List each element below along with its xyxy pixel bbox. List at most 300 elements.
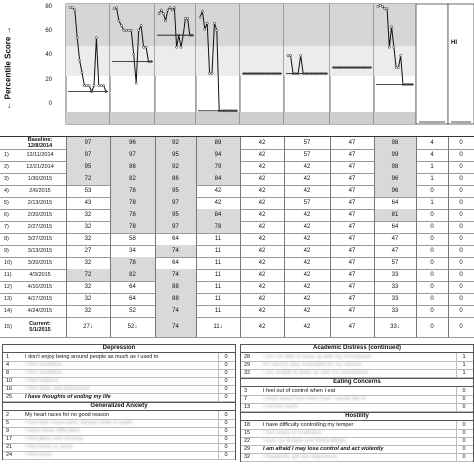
score-cell: 92 (155, 137, 196, 149)
data-point (71, 7, 73, 9)
column-divider (240, 257, 241, 269)
item-value: 0 (456, 445, 471, 453)
column-divider (330, 293, 331, 305)
anxiety-box (2, 402, 236, 460)
score-cell: 33 (391, 296, 399, 302)
column-divider (330, 209, 331, 221)
item-value: 0 (218, 419, 233, 427)
score-cell: 0 (430, 224, 434, 230)
row-date: 2/6/2015 (29, 188, 51, 194)
item-value: 0 (218, 451, 233, 459)
column-divider (110, 173, 111, 185)
item-row (241, 453, 473, 462)
column-divider (155, 221, 156, 233)
item-text: I feel helpless (25, 378, 59, 384)
score-cell: 42 (258, 224, 266, 230)
data-point (138, 29, 140, 31)
column-divider (110, 305, 111, 317)
score-cell: 47 (348, 140, 356, 146)
column-divider (330, 257, 331, 269)
column-divider (330, 305, 331, 317)
item-text: I am unable to keep up with my schoolwork (263, 370, 369, 376)
column-divider (240, 161, 241, 173)
column-divider (330, 281, 331, 293)
data-point (98, 85, 100, 87)
score-cell: 0 (459, 212, 463, 218)
column-divider (448, 161, 449, 173)
score-cell: 11↓ (213, 324, 223, 330)
column-divider (374, 197, 375, 209)
section-header: Depression (3, 345, 235, 353)
item-number: 9 (6, 428, 10, 434)
score-cell: 95 (155, 149, 196, 161)
row-label (4, 197, 62, 209)
mid-band (155, 46, 196, 76)
data-point (176, 46, 178, 48)
column-divider (416, 221, 417, 233)
score-cell: 98 (374, 137, 416, 149)
score-cell: 0 (459, 176, 463, 182)
column-divider (240, 281, 241, 293)
column-divider (196, 137, 197, 149)
column-divider (284, 161, 285, 173)
column-divider (330, 233, 331, 245)
score-cell: 64 (172, 260, 179, 266)
column-divider (155, 257, 156, 269)
score-cell: 92 (155, 161, 196, 173)
score-cell: 0 (430, 188, 434, 194)
score-cell: 0 (459, 308, 463, 314)
row-label (4, 257, 62, 269)
score-cell: 0 (459, 164, 463, 170)
low-band (374, 112, 416, 124)
row-number: 5) (4, 200, 9, 206)
score-cell: 0 (459, 224, 463, 230)
score-cell: 86 (110, 161, 155, 173)
column-divider (155, 149, 156, 161)
item-text: I frequently get into arguments (263, 454, 338, 460)
column-divider (66, 269, 67, 281)
column-divider (416, 233, 417, 245)
data-point (83, 85, 85, 87)
column-divider (448, 317, 449, 337)
score-cell: 0 (430, 236, 434, 242)
column-divider (448, 137, 449, 149)
item-number: 15 (244, 430, 251, 436)
item-value: 0 (218, 377, 233, 385)
item-value: 0 (456, 437, 471, 445)
score-cell: 97 (155, 197, 196, 209)
score-cell: 0 (459, 140, 463, 146)
item-number: 21 (6, 444, 13, 450)
hi-label: HI (451, 40, 457, 46)
data-point (165, 20, 167, 22)
score-cell: 42 (258, 176, 266, 182)
column-divider (284, 293, 285, 305)
score-cell: 57 (303, 152, 311, 158)
data-point (128, 29, 130, 31)
row-number: 11) (4, 272, 12, 278)
score-cell: 64 (391, 200, 399, 206)
item-number: 28 (244, 354, 251, 360)
column-divider (448, 245, 449, 257)
column-divider (374, 149, 375, 161)
score-cell: 11 (214, 272, 222, 278)
item-value: 0 (218, 427, 233, 435)
item-number: 18 (244, 422, 251, 428)
item-number: 3 (244, 388, 248, 394)
row-label (4, 281, 62, 293)
score-cell: 47 (348, 284, 356, 290)
column-divider (448, 233, 449, 245)
score-cell: 72 (66, 173, 110, 185)
score-cell: 42 (258, 152, 266, 158)
data-point (393, 46, 395, 48)
column-divider (416, 269, 417, 281)
item-text: I feel out of control when I eat (263, 388, 336, 394)
column-divider (196, 161, 197, 173)
column-divider (416, 209, 417, 221)
row-number: 1) (4, 152, 9, 158)
row-number: 14) (4, 308, 12, 314)
score-cell: 0 (430, 260, 434, 266)
row-label (4, 161, 62, 173)
score-cell: 32 (84, 308, 92, 314)
column-divider (448, 269, 449, 281)
score-cell: 57 (303, 200, 311, 206)
data-point (143, 46, 145, 48)
score-cell: 52 (129, 308, 136, 314)
column-divider (416, 161, 417, 173)
score-cell: 78 (110, 197, 155, 209)
data-point (100, 85, 102, 87)
column-divider (448, 173, 449, 185)
academic-distress-box (240, 344, 474, 378)
item-row (241, 403, 473, 412)
column-divider (240, 209, 241, 221)
score-cell: 42 (258, 248, 266, 254)
score-cell: 78 (110, 257, 155, 269)
score-cell: 32 (84, 224, 92, 230)
item-value: 0 (218, 353, 233, 361)
item-text: My heart races for no good reason (25, 412, 110, 418)
score-cell: 84 (196, 173, 240, 185)
item-text: I have sleep difficulties (25, 428, 81, 434)
table-row (0, 317, 474, 338)
column-divider (374, 161, 375, 173)
column-divider (66, 305, 67, 317)
column-divider (284, 221, 285, 233)
data-point (162, 12, 164, 14)
item-text: I feel jittery and nervous (25, 436, 84, 442)
column-divider (155, 317, 156, 337)
score-cell: 0 (430, 284, 434, 290)
item-text: I feel that I have panic attacks while in public (25, 420, 134, 426)
score-cell: 97 (110, 149, 155, 161)
score-cell: 42 (258, 272, 266, 278)
score-cell: 74 (155, 245, 196, 257)
item-number: 25 (6, 394, 13, 400)
row-number: 4) (4, 188, 9, 194)
column-divider (240, 221, 241, 233)
score-cell: 42 (258, 284, 266, 290)
score-cell: 47 (348, 200, 356, 206)
score-cell: 95 (155, 209, 196, 221)
item-value: 0 (218, 443, 233, 451)
item-text: It's hard to stay motivated for my classes (263, 362, 363, 368)
data-point (199, 16, 201, 18)
row-date: 2/20/2015 (27, 212, 53, 218)
row-label (4, 137, 62, 149)
score-cell: 78 (110, 185, 155, 197)
row-date: 3/20/2015 (27, 260, 53, 266)
row-date: 4/10/2015 (27, 284, 53, 290)
item-text: I feel worthless (25, 362, 62, 368)
score-cell: 53 (84, 188, 92, 194)
column-divider (416, 257, 417, 269)
column-divider (284, 317, 285, 337)
score-cell: 99 (374, 149, 416, 161)
column-divider (330, 173, 331, 185)
row-number: 15) (4, 324, 12, 330)
data-point (384, 8, 386, 10)
column-divider (448, 209, 449, 221)
column-divider (284, 305, 285, 317)
column-divider (374, 281, 375, 293)
percentile-chart (0, 0, 474, 136)
item-number: 13 (244, 404, 251, 410)
row-date: Baseline: 12/8/2014 (27, 137, 53, 149)
item-number: 29 (244, 362, 251, 368)
item-text: I feel tense (25, 452, 52, 458)
score-cell: 0 (459, 188, 463, 194)
data-point (158, 12, 160, 14)
score-cell: 88 (155, 281, 196, 293)
data-point (386, 8, 388, 10)
column-divider (284, 281, 285, 293)
data-point (115, 7, 117, 9)
score-cell: 42 (258, 308, 266, 314)
score-cell: 0 (459, 248, 463, 254)
score-cell: 47 (348, 164, 356, 170)
row-date: 12/11/2014 (26, 152, 54, 158)
data-point (395, 67, 397, 69)
item-value: 1 (456, 369, 471, 377)
item-text: I think about food more than I would like to (263, 396, 367, 402)
item-number: 7 (244, 396, 248, 402)
row-number: 9) (4, 248, 9, 254)
column-divider (110, 161, 111, 173)
column-divider (66, 317, 67, 337)
column-divider (240, 233, 241, 245)
score-cell: 47 (391, 236, 399, 242)
score-cell: 96 (110, 137, 155, 149)
data-point (211, 73, 213, 75)
data-point (381, 5, 383, 7)
item-value: 0 (218, 435, 233, 443)
score-cell: 32 (84, 296, 92, 302)
score-cell: 0 (459, 200, 463, 206)
score-cell: 4 (430, 140, 434, 146)
column-divider (448, 221, 449, 233)
row-number: 12) (4, 284, 12, 290)
score-cell: 95 (155, 185, 196, 197)
score-cell: 42 (258, 140, 266, 146)
data-point (300, 55, 302, 57)
row-label (4, 233, 62, 245)
column-divider (66, 293, 67, 305)
column-divider (374, 257, 375, 269)
column-divider (416, 173, 417, 185)
column-divider (416, 317, 417, 337)
row-date: 4/3/2015 (29, 272, 51, 278)
column-divider (240, 185, 241, 197)
column-divider (196, 197, 197, 209)
item-value: 0 (218, 369, 233, 377)
row-date: 1/30/2015 (27, 176, 53, 182)
data-point (130, 29, 132, 31)
item-text: I have thoughts of ending my life (25, 394, 111, 400)
column-divider (284, 269, 285, 281)
column-divider (110, 209, 111, 221)
mid-band (66, 46, 110, 76)
score-cell: 32 (84, 260, 92, 266)
column-divider (330, 149, 331, 161)
score-cell: 42 (258, 188, 266, 194)
row-date: 4/17/2015 (27, 296, 53, 302)
data-point (391, 26, 393, 28)
data-point (140, 25, 142, 27)
high-band (66, 4, 110, 46)
score-cell: 42 (258, 324, 266, 330)
score-cell: 98 (374, 161, 416, 173)
score-cell: 42 (303, 188, 311, 194)
data-point (201, 10, 203, 12)
column-divider (196, 269, 197, 281)
data-point (125, 29, 127, 31)
column-frame (448, 4, 474, 124)
score-cell: 42 (303, 324, 311, 330)
score-cell: 11 (214, 248, 222, 254)
column-divider (284, 245, 285, 257)
score-cell: 0 (430, 296, 434, 302)
data-point (103, 85, 105, 87)
y-tick: 0 (48, 101, 52, 107)
item-number: 17 (6, 436, 13, 442)
data-point (120, 25, 122, 27)
column-divider (196, 293, 197, 305)
row-date: 2/27/2015 (27, 224, 53, 230)
column-divider (416, 281, 417, 293)
score-cell: 0 (430, 272, 434, 278)
data-point (81, 71, 83, 73)
score-cell: 47 (348, 212, 356, 218)
item-responses (0, 344, 474, 474)
score-cell: 79 (196, 161, 240, 173)
data-point (287, 55, 289, 57)
column-divider (374, 185, 375, 197)
score-cell: 42 (214, 200, 222, 206)
column-divider (416, 185, 417, 197)
column-divider (284, 233, 285, 245)
item-text: I feel angry or frustrated (263, 430, 322, 436)
section-header: Hostility (241, 413, 473, 421)
section-header: Eating Concerns (241, 379, 473, 387)
score-cell: 82 (110, 269, 155, 281)
data-point (74, 9, 76, 11)
score-cell: 58 (129, 236, 136, 242)
score-cell: 11 (214, 236, 222, 242)
score-cell: 89 (196, 137, 240, 149)
item-number: 22 (244, 438, 251, 444)
data-point (167, 9, 169, 11)
data-point (204, 28, 206, 30)
column-divider (374, 137, 375, 149)
score-cell: 42 (303, 236, 311, 242)
score-cell: 42 (303, 308, 311, 314)
column-divider (66, 173, 67, 185)
item-number: 5 (6, 420, 10, 426)
row-date: 2/13/2015 (27, 200, 53, 206)
score-cell: 97 (66, 137, 110, 149)
section-header: Academic Distress (continued) (241, 345, 473, 353)
column-divider (110, 221, 111, 233)
data-point (160, 9, 162, 11)
score-cell: 78 (196, 221, 240, 233)
data-point (79, 59, 81, 61)
score-cell: 32 (84, 284, 92, 290)
column-divider (110, 317, 111, 337)
data-point (388, 46, 390, 48)
score-cell: 64 (172, 236, 179, 242)
column-divider (66, 221, 67, 233)
row-number: 6) (4, 212, 9, 218)
score-cell: 96 (374, 173, 416, 185)
column-divider (196, 221, 197, 233)
column-divider (448, 281, 449, 293)
item-value: 0 (218, 393, 233, 401)
data-point (69, 7, 71, 9)
data-point (145, 46, 147, 48)
data-point (377, 5, 379, 7)
column-divider (448, 293, 449, 305)
column-divider (416, 197, 417, 209)
column-divider (448, 197, 449, 209)
item-number: 32 (244, 370, 251, 376)
item-value: 0 (218, 361, 233, 369)
score-cell: 47 (348, 248, 356, 254)
row-label (4, 293, 62, 305)
column-divider (155, 245, 156, 257)
item-number: 24 (6, 452, 13, 458)
low-band (110, 112, 155, 124)
data-point (397, 67, 399, 69)
column-divider (374, 221, 375, 233)
score-cell: 33 (391, 308, 399, 314)
mid-band (240, 46, 284, 76)
column-divider (155, 197, 156, 209)
item-value: 0 (456, 395, 471, 403)
score-cell: 33 (391, 272, 399, 278)
score-cell: 64 (391, 224, 399, 230)
column-divider (155, 233, 156, 245)
column-divider (240, 149, 241, 161)
score-cell: 43 (84, 200, 92, 206)
item-value: 0 (456, 421, 471, 429)
score-cell: 0 (459, 152, 463, 158)
score-cell: 1 (430, 164, 434, 170)
column-divider (448, 305, 449, 317)
